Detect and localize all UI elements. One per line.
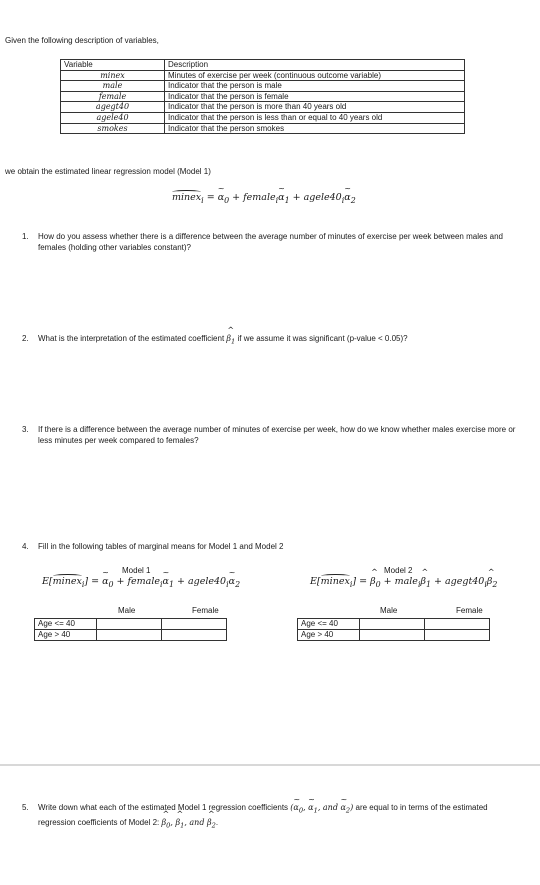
variable-description: Indicator that the person is more than 40 years old <box>165 102 465 113</box>
table-header-row <box>61 60 465 71</box>
question-number: 5. <box>22 803 29 812</box>
blank-cell[interactable] <box>360 630 425 641</box>
table-header-description: Description <box>165 60 465 71</box>
variable-name: agele40 <box>61 112 165 123</box>
model1-col-male: Male <box>118 606 136 615</box>
table-row <box>298 619 490 630</box>
row-label: Age > 40 <box>35 630 97 641</box>
question-text-end: . <box>215 817 219 827</box>
model1-col-female: Female <box>192 606 219 615</box>
variable-table <box>60 59 465 134</box>
variable-description: Indicator that the person is female <box>165 91 465 102</box>
beta1-symbol: ^ $\beta_1$ <box>226 334 235 343</box>
question-number: 1. <box>22 232 29 241</box>
question-text-mid: are equal to in terms of the estimated regression coefficients of Model 2: <box>38 803 488 827</box>
variable-name: smokes <box>61 123 165 134</box>
table-row <box>61 91 465 102</box>
blank-cell[interactable] <box>162 630 227 641</box>
alpha-coefficients: (~ $\alpha_0$, ~ $\alpha_1$, and ~ $\alpha_2$) <box>290 803 353 812</box>
variable-description: Minutes of exercise per week (continuous outcome variable) <box>165 70 465 81</box>
question-4 <box>22 541 527 552</box>
variable-name: male <box>61 81 165 92</box>
question-text: If there is a difference between the average number of minutes of exercise per week, how do we know whether males exercise more or less minutes per week compared to females? <box>38 425 516 445</box>
model1-expectation: E[minex$_i$] = ~ $\alpha_0$ + female$_i$~ $\alpha_1$ + $agele40_i\sim$ $\alpha_2$ <box>42 576 240 589</box>
row-label: Age <= 40 <box>35 619 97 630</box>
table-row <box>61 81 465 92</box>
blank-cell[interactable] <box>162 619 227 630</box>
table-row <box>61 123 465 134</box>
model2-title: Model 2 <box>384 566 413 575</box>
model1-equation: minex$_i$ = ~ $\alpha_0$ + female$_i$~ $\alpha_1$ + $agele40_i\sim$ $\alpha_2$ <box>172 192 356 205</box>
question-text: How do you assess whether there is a difference between the average number of minutes of exercise per week between males and females (holding other variables constant)? <box>38 232 504 252</box>
variable-description: Indicator that the person smokes <box>165 123 465 134</box>
table-row <box>61 102 465 113</box>
question-5 <box>22 802 527 831</box>
row-label: Age > 40 <box>298 630 360 641</box>
question-2 <box>22 333 527 348</box>
model1-marginal-table <box>34 618 227 641</box>
blank-cell[interactable] <box>97 630 162 641</box>
model2-col-female: Female <box>456 606 483 615</box>
model2-expectation: E[minex$_i$] = ^ $\beta_0$ + male$_i$^ $\beta_1$ + $agegt40_i\^{}$ $\beta_2$ <box>310 576 497 589</box>
row-label: Age <= 40 <box>298 619 360 630</box>
table-row <box>298 630 490 641</box>
blank-cell[interactable] <box>360 619 425 630</box>
variable-name: minex <box>61 70 165 81</box>
model-intro-text: we obtain the estimated linear regression model (Model 1) <box>5 167 211 176</box>
variable-description: Indicator that the person is less than or equal to 40 years old <box>165 112 465 123</box>
variable-name: agegt40 <box>61 102 165 113</box>
page-break-divider <box>0 764 540 766</box>
variable-name: female <box>61 91 165 102</box>
question-1 <box>22 231 527 253</box>
beta-coefficients: ^ $\beta_0$, ^ $\beta_1$, and ^ $\beta_2$ <box>161 818 215 827</box>
question-text: Fill in the following tables of marginal means for Model 1 and Model 2 <box>38 542 284 551</box>
question-text: What is the interpretation of the estimated coefficient <box>38 334 225 343</box>
question-number: 2. <box>22 334 29 343</box>
question-number: 3. <box>22 425 29 434</box>
intro-text: Given the following description of variables, <box>5 36 159 45</box>
table-row <box>61 70 465 81</box>
question-3 <box>22 424 527 446</box>
model1-title: Model 1 <box>122 566 151 575</box>
blank-cell[interactable] <box>425 630 490 641</box>
blank-cell[interactable] <box>97 619 162 630</box>
question-text-cont: if we assume it was significant (p-value < 0.05)? <box>237 334 408 343</box>
table-header-variable: Variable <box>61 60 165 71</box>
table-row <box>35 630 227 641</box>
variable-description: Indicator that the person is male <box>165 81 465 92</box>
table-row <box>35 619 227 630</box>
model2-col-male: Male <box>380 606 398 615</box>
table-row <box>61 112 465 123</box>
blank-cell[interactable] <box>425 619 490 630</box>
model2-marginal-table <box>297 618 490 641</box>
question-text: Write down what each of the estimated Model 1 regression coefficients <box>38 803 289 812</box>
question-number: 4. <box>22 542 29 551</box>
